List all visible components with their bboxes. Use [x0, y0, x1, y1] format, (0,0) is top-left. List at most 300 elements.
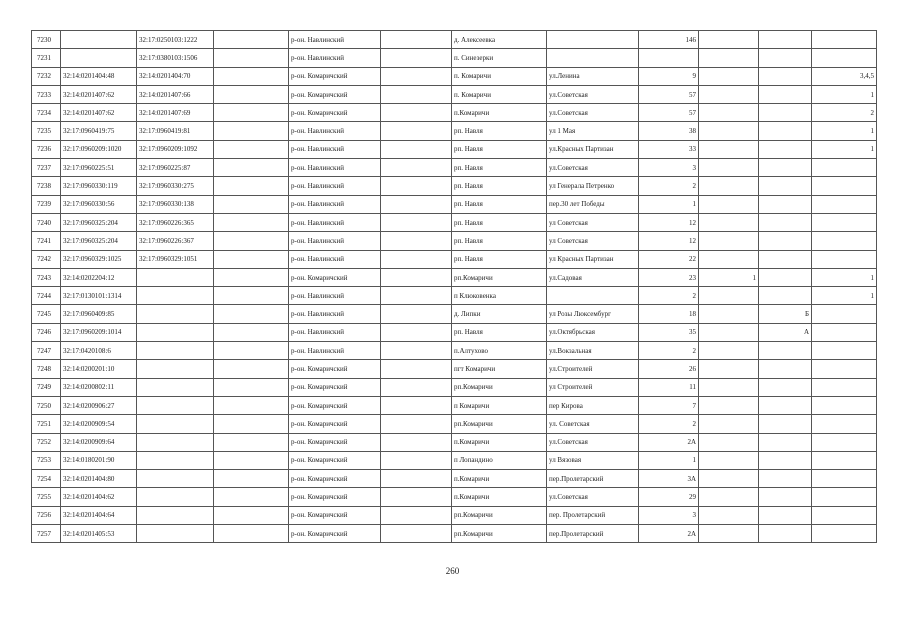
table-cell: рп.Комаричи	[452, 378, 547, 396]
table-cell	[381, 104, 452, 122]
table-cell: ул Вязовая	[547, 451, 639, 469]
table-cell	[137, 360, 214, 378]
table-cell	[812, 213, 877, 231]
table-cell: ул Советская	[547, 232, 639, 250]
table-cell	[812, 250, 877, 268]
table-cell	[699, 415, 759, 433]
table-cell: 7231	[32, 49, 61, 67]
table-cell	[381, 305, 452, 323]
table-cell	[547, 31, 639, 49]
table-cell	[699, 342, 759, 360]
table-cell: п. Синезерки	[452, 49, 547, 67]
table-cell: 26	[639, 360, 699, 378]
table-cell: р-он. Навлинский	[289, 232, 381, 250]
table-cell: 1	[812, 268, 877, 286]
table-cell: 38	[639, 122, 699, 140]
table-cell: 7242	[32, 250, 61, 268]
table-cell	[759, 506, 812, 524]
table-cell	[812, 378, 877, 396]
table-cell: рп.Комаричи	[452, 415, 547, 433]
table-cell: 2	[639, 415, 699, 433]
table-cell: 7	[639, 396, 699, 414]
table-cell: ул.Советская	[547, 433, 639, 451]
table-cell: 3А	[639, 470, 699, 488]
table-cell	[759, 213, 812, 231]
table-cell: 18	[639, 305, 699, 323]
table-cell: 7240	[32, 213, 61, 231]
table-cell: 32:17:0960330:138	[137, 195, 214, 213]
table-cell	[137, 342, 214, 360]
table-cell: р-он. Навлинский	[289, 250, 381, 268]
table-cell: 32:14:0200201:10	[61, 360, 137, 378]
table-cell	[759, 195, 812, 213]
table-cell	[381, 232, 452, 250]
table-cell: 22	[639, 250, 699, 268]
table-cell	[812, 506, 877, 524]
table-cell	[137, 396, 214, 414]
table-cell: 7255	[32, 488, 61, 506]
table-cell: 32:14:0202204:12	[61, 268, 137, 286]
table-cell	[214, 177, 289, 195]
table-cell	[699, 159, 759, 177]
table-cell: 7233	[32, 85, 61, 103]
table-cell	[214, 323, 289, 341]
table-cell	[137, 415, 214, 433]
table-cell	[214, 49, 289, 67]
table-cell	[699, 451, 759, 469]
table-cell	[381, 378, 452, 396]
table-cell	[214, 360, 289, 378]
table-cell: 32:14:0201404:80	[61, 470, 137, 488]
table-cell: 2	[639, 342, 699, 360]
table-cell: рп.Комаричи	[452, 268, 547, 286]
table-cell	[812, 525, 877, 543]
table-cell: рп. Навля	[452, 323, 547, 341]
table-cell: 23	[639, 268, 699, 286]
table-cell: 32:17:0960225:51	[61, 159, 137, 177]
table-cell: 32:17:0250103:1222	[137, 31, 214, 49]
table-cell	[759, 415, 812, 433]
table-cell: п Лопандино	[452, 451, 547, 469]
table-cell	[381, 122, 452, 140]
table-cell: д. Алексеевка	[452, 31, 547, 49]
table-cell: ул.Октябрьская	[547, 323, 639, 341]
table-cell: п Комаричи	[452, 396, 547, 414]
table-cell	[137, 378, 214, 396]
table-cell: 32:14:0201404:64	[61, 506, 137, 524]
table-cell	[759, 470, 812, 488]
page-number: 260	[445, 566, 460, 576]
table-row	[32, 177, 877, 195]
table-cell: ул.Садовая	[547, 268, 639, 286]
table-cell: р-он. Комаричский	[289, 85, 381, 103]
table-cell: р-он. Комаричский	[289, 378, 381, 396]
table-cell	[699, 506, 759, 524]
table-cell: 32:17:0960325:204	[61, 213, 137, 231]
table-cell: р-он. Комаричский	[289, 360, 381, 378]
table-cell: рп. Навля	[452, 122, 547, 140]
table-cell: 1	[812, 85, 877, 103]
table-cell: 32:17:0960409:85	[61, 305, 137, 323]
table-cell: ул.Вокзальная	[547, 342, 639, 360]
table-cell: р-он. Навлинский	[289, 195, 381, 213]
table-cell: ул Советская	[547, 213, 639, 231]
table-cell	[812, 159, 877, 177]
table-cell	[381, 140, 452, 158]
registry-body	[32, 31, 877, 543]
table-cell	[639, 49, 699, 67]
table-cell	[214, 433, 289, 451]
table-cell	[759, 396, 812, 414]
table-cell: д. Липки	[452, 305, 547, 323]
table-cell: 32:17:0960329:1051	[137, 250, 214, 268]
table-cell: 29	[639, 488, 699, 506]
table-cell: 32:17:0960209:1014	[61, 323, 137, 341]
table-cell	[759, 525, 812, 543]
table-cell: 7254	[32, 470, 61, 488]
table-row	[32, 433, 877, 451]
table-cell	[812, 177, 877, 195]
table-cell: 7248	[32, 360, 61, 378]
table-cell	[699, 323, 759, 341]
table-cell: пгт Комаричи	[452, 360, 547, 378]
table-cell: 3	[639, 506, 699, 524]
table-cell: 33	[639, 140, 699, 158]
table-cell	[381, 49, 452, 67]
table-cell: р-он. Комаричский	[289, 67, 381, 85]
table-cell	[381, 67, 452, 85]
table-cell: 32:17:0960330:119	[61, 177, 137, 195]
table-cell	[381, 360, 452, 378]
table-cell	[812, 305, 877, 323]
table-cell: 2	[812, 104, 877, 122]
table-cell: р-он. Комаричский	[289, 451, 381, 469]
table-cell: 2	[639, 177, 699, 195]
registry-table	[31, 30, 877, 543]
table-cell	[759, 360, 812, 378]
table-cell: пер.30 лет Победы	[547, 195, 639, 213]
table-cell	[699, 232, 759, 250]
table-row	[32, 525, 877, 543]
table-cell: пер.Пролетарский	[547, 525, 639, 543]
table-cell	[381, 451, 452, 469]
table-cell	[812, 415, 877, 433]
table-cell: р-он. Комаричский	[289, 268, 381, 286]
table-row	[32, 470, 877, 488]
table-row	[32, 396, 877, 414]
table-cell: 32:14:0201407:62	[61, 104, 137, 122]
table-cell: 1	[699, 268, 759, 286]
table-cell: 7241	[32, 232, 61, 250]
table-cell: 32:17:0130101:1314	[61, 287, 137, 305]
table-cell: 32:17:0960225:87	[137, 159, 214, 177]
table-cell: п Клюковенка	[452, 287, 547, 305]
table-cell	[759, 488, 812, 506]
table-cell: 7257	[32, 525, 61, 543]
table-cell: пер Кирова	[547, 396, 639, 414]
table-cell	[699, 104, 759, 122]
table-cell: ул Строителей	[547, 378, 639, 396]
table-cell: р-он. Комаричский	[289, 488, 381, 506]
table-cell: 7251	[32, 415, 61, 433]
table-cell	[759, 232, 812, 250]
table-cell: 32:14:0201407:62	[61, 85, 137, 103]
table-cell: 11	[639, 378, 699, 396]
table-cell	[381, 268, 452, 286]
table-cell: р-он. Навлинский	[289, 287, 381, 305]
table-cell: 7232	[32, 67, 61, 85]
table-cell	[381, 488, 452, 506]
table-cell	[214, 232, 289, 250]
table-cell: 2	[639, 287, 699, 305]
table-cell	[214, 159, 289, 177]
table-cell: 7236	[32, 140, 61, 158]
table-cell	[381, 323, 452, 341]
table-cell: 7237	[32, 159, 61, 177]
table-cell: рп. Навля	[452, 213, 547, 231]
table-cell	[759, 287, 812, 305]
table-row	[32, 415, 877, 433]
table-cell	[699, 378, 759, 396]
table-row	[32, 506, 877, 524]
table-cell: 1	[639, 451, 699, 469]
table-cell	[137, 305, 214, 323]
table-cell: 32:17:0960226:367	[137, 232, 214, 250]
table-row	[32, 342, 877, 360]
table-cell: р-он. Комаричский	[289, 433, 381, 451]
table-cell: 32:17:0960419:81	[137, 122, 214, 140]
table-cell	[381, 159, 452, 177]
table-cell	[759, 451, 812, 469]
table-cell: ул 1 Мая	[547, 122, 639, 140]
table-cell: 2А	[639, 433, 699, 451]
table-cell	[812, 470, 877, 488]
table-cell	[699, 433, 759, 451]
table-cell	[812, 232, 877, 250]
table-cell: рп. Навля	[452, 177, 547, 195]
table-cell	[381, 250, 452, 268]
table-cell: р-он. Навлинский	[289, 140, 381, 158]
table-cell	[214, 31, 289, 49]
table-cell: 7234	[32, 104, 61, 122]
table-cell	[759, 104, 812, 122]
table-cell: 7239	[32, 195, 61, 213]
table-cell: 32:14:0201404:48	[61, 67, 137, 85]
table-cell: 32:14:0201404:62	[61, 488, 137, 506]
table-cell	[214, 195, 289, 213]
table-cell: ул.Ленина	[547, 67, 639, 85]
table-row	[32, 49, 877, 67]
table-cell: рп. Навля	[452, 140, 547, 158]
table-cell: ул.Советская	[547, 85, 639, 103]
table-cell: 32:17:0380103:1506	[137, 49, 214, 67]
table-cell	[699, 305, 759, 323]
table-cell: р-он. Комаричский	[289, 525, 381, 543]
table-cell: п. Комаричи	[452, 85, 547, 103]
table-row	[32, 85, 877, 103]
table-row	[32, 305, 877, 323]
table-cell	[812, 195, 877, 213]
table-row	[32, 213, 877, 231]
table-cell	[214, 140, 289, 158]
table-cell: 1	[812, 140, 877, 158]
table-cell	[214, 396, 289, 414]
table-cell: 32:17:0960329:1025	[61, 250, 137, 268]
table-cell: 32:17:0960325:204	[61, 232, 137, 250]
table-cell	[381, 342, 452, 360]
table-cell	[759, 177, 812, 195]
table-cell: 7243	[32, 268, 61, 286]
table-cell	[214, 104, 289, 122]
table-cell: 57	[639, 85, 699, 103]
table-cell	[214, 287, 289, 305]
table-cell	[759, 85, 812, 103]
table-cell: 1	[812, 287, 877, 305]
table-cell: 7238	[32, 177, 61, 195]
table-cell: рп.Комаричи	[452, 506, 547, 524]
table-cell	[699, 360, 759, 378]
table-cell	[759, 250, 812, 268]
table-cell: 32:14:0201405:53	[61, 525, 137, 543]
table-cell: рп. Навля	[452, 159, 547, 177]
table-row	[32, 360, 877, 378]
table-cell: р-он. Навлинский	[289, 305, 381, 323]
table-cell: р-он. Навлинский	[289, 213, 381, 231]
table-cell	[61, 49, 137, 67]
table-row	[32, 122, 877, 140]
table-cell	[214, 506, 289, 524]
table-cell: 7230	[32, 31, 61, 49]
table-cell: 3,4,5	[812, 67, 877, 85]
table-cell: 35	[639, 323, 699, 341]
table-cell	[699, 122, 759, 140]
table-cell: р-он. Навлинский	[289, 31, 381, 49]
table-cell	[381, 31, 452, 49]
table-cell	[214, 250, 289, 268]
table-cell: р-он. Навлинский	[289, 122, 381, 140]
table-row	[32, 378, 877, 396]
table-cell	[759, 342, 812, 360]
table-cell: р-он. Комаричский	[289, 415, 381, 433]
table-row	[32, 195, 877, 213]
table-cell	[137, 287, 214, 305]
table-cell	[381, 525, 452, 543]
table-cell	[381, 195, 452, 213]
table-cell	[137, 470, 214, 488]
table-cell: 32:14:0200802:11	[61, 378, 137, 396]
table-cell: 32:17:0960419:75	[61, 122, 137, 140]
table-cell: 7244	[32, 287, 61, 305]
table-cell	[214, 451, 289, 469]
table-cell: 7252	[32, 433, 61, 451]
table-row	[32, 31, 877, 49]
table-row	[32, 268, 877, 286]
table-cell: 57	[639, 104, 699, 122]
table-cell	[699, 31, 759, 49]
table-cell: 7246	[32, 323, 61, 341]
table-cell	[699, 470, 759, 488]
table-cell: 7247	[32, 342, 61, 360]
table-cell	[381, 177, 452, 195]
table-cell: А	[759, 323, 812, 341]
table-cell: рп. Навля	[452, 232, 547, 250]
table-cell: п.Комаричи	[452, 488, 547, 506]
table-cell: ул Розы Люксембург	[547, 305, 639, 323]
table-cell: 32:17:0960330:56	[61, 195, 137, 213]
table-cell: р-он. Комаричский	[289, 470, 381, 488]
table-cell: п. Комаричи	[452, 67, 547, 85]
table-cell: Б	[759, 305, 812, 323]
table-cell	[381, 213, 452, 231]
table-cell: 1	[812, 122, 877, 140]
table-cell	[137, 268, 214, 286]
table-cell: рп. Навля	[452, 250, 547, 268]
table-cell: 7250	[32, 396, 61, 414]
table-cell: 7249	[32, 378, 61, 396]
table-cell	[214, 67, 289, 85]
table-cell	[214, 342, 289, 360]
table-cell	[381, 506, 452, 524]
table-cell	[214, 122, 289, 140]
table-cell: 7235	[32, 122, 61, 140]
table-cell	[214, 470, 289, 488]
table-cell	[547, 287, 639, 305]
table-cell: р-он. Навлинский	[289, 323, 381, 341]
table-cell	[812, 49, 877, 67]
table-cell	[759, 67, 812, 85]
table-row	[32, 451, 877, 469]
table-cell: 32:14:0201404:70	[137, 67, 214, 85]
table-cell	[699, 195, 759, 213]
table-cell: ул.Красных Партизан	[547, 140, 639, 158]
table-cell	[699, 488, 759, 506]
table-cell	[699, 525, 759, 543]
table-cell	[547, 49, 639, 67]
table-cell	[214, 85, 289, 103]
table-cell	[699, 396, 759, 414]
table-cell	[137, 525, 214, 543]
table-cell	[812, 342, 877, 360]
table-cell: 7245	[32, 305, 61, 323]
table-cell	[214, 305, 289, 323]
table-cell: ул.Советская	[547, 159, 639, 177]
table-cell: 3	[639, 159, 699, 177]
table-cell: р-он. Навлинский	[289, 49, 381, 67]
table-cell	[137, 323, 214, 341]
table-row	[32, 488, 877, 506]
table-cell: 7256	[32, 506, 61, 524]
table-cell	[699, 67, 759, 85]
table-cell	[214, 415, 289, 433]
table-cell	[137, 488, 214, 506]
table-cell	[699, 49, 759, 67]
table-row	[32, 323, 877, 341]
table-cell	[137, 506, 214, 524]
table-row	[32, 287, 877, 305]
table-cell	[759, 378, 812, 396]
table-cell: пер.Пролетарский	[547, 470, 639, 488]
table-cell	[812, 31, 877, 49]
table-cell: 12	[639, 232, 699, 250]
table-cell: р-он. Комаричский	[289, 104, 381, 122]
table-cell: 146	[639, 31, 699, 49]
table-cell: 32:17:0960209:1020	[61, 140, 137, 158]
table-cell	[214, 525, 289, 543]
table-cell: пер. Пролетарский	[547, 506, 639, 524]
table-cell: 2А	[639, 525, 699, 543]
table-cell: ул.Строителей	[547, 360, 639, 378]
table-row	[32, 250, 877, 268]
